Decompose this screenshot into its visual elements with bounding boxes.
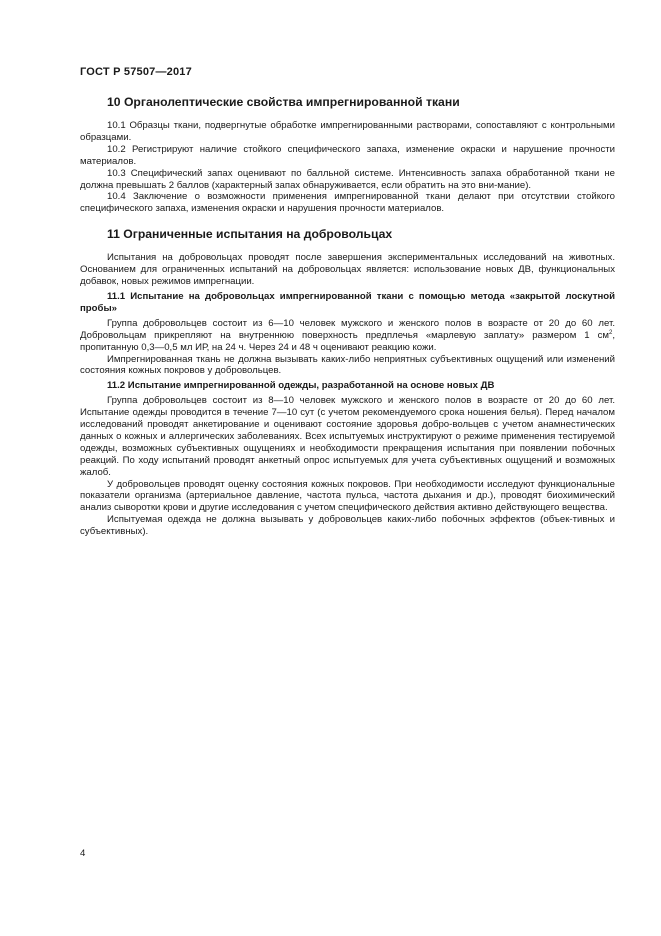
paragraph-10-4: 10.4 Заключение о возможности применения импрегнированной ткани делают при отсутствии стойкого специфического запаха, изменения окраски и нарушения прочности материалов. xyxy=(80,191,615,215)
paragraph-11-2-2: У добровольцев проводят оценку состояния кожных покровов. При необходимости исследуют функциональные показатели организма (артериальное давление, частота пульса, частота дыхания и др.), проводят биохимический анализ сыворотки крови и другие исследования с учетом специфического действия активно действующего вещества. xyxy=(80,478,615,514)
subsection-11-1-title: 11.1 Испытание на добровольцах импрегнированной ткани с помощью метода «закрытой лоскутной пробы» xyxy=(80,290,615,314)
paragraph-11-1-1-text-b: , пропитанную 0,3—0,5 мл ИР, на 24 ч. Через 24 и 48 ч оценивают реакцию кожи. xyxy=(80,329,615,353)
paragraph-11-2-1: Группа добровольцев состоит из 8—10 человек мужского и женского полов в возрасте от 20 до 60 лет. Испытание одежды проводится в течение 7—10 сут (с учетом рекомендуемого срока ношения белья). Перед началом исследований проводят анкетирование и оценивают состояние здоровья добро-вольцев с учетом анамнестических данных о кожных и аллергических заболеваниях. Всех испытуемых инструктируют о режиме применения тестируемой одежды, возможных субъективных ощущениях и необходимости прекращения испытания при появлении побочных реакций. По ходу испытаний проводят анкетный опрос испытуемых для учета субъективных ощущений и возможных жалоб. xyxy=(80,395,615,478)
superscript: 2 xyxy=(608,329,613,336)
section-10-title: 10 Органолептические свойства импрегнированной ткани xyxy=(107,95,460,109)
document-body xyxy=(80,95,615,538)
paragraph-11-2-3: Испытуемая одежда не должна вызывать у добровольцев каких-либо побочных эффектов (объек-тивных и субъективных). xyxy=(80,514,615,538)
paragraph-11-1-1 xyxy=(80,318,615,354)
section-11-title: 11 Ограниченные испытания на добровольцах xyxy=(107,227,393,242)
paragraph-11-1-2: Импрегнированная ткань не должна вызывать каких-либо неприятных субъективных ощущений или изменений состояния кожных покровов у добровольцев. xyxy=(80,353,615,377)
paragraph-11-1-1-text-a: Группа добровольцев состоит из 6—10 человек мужского и женского полов в возрасте от 20 до 60 лет. Добровольцам прикрепляют на внутреннюю поверхность предплечья «марлевую заплату» размером 1 см xyxy=(80,317,615,341)
subsection-11-2-title: 11.2 Испытание импрегнированной одежды, разработанной на основе новых ДВ xyxy=(107,380,495,392)
paragraph-10-1: 10.1 Образцы ткани, подвергнутые обработке импрегнированными растворами, сопоставляют с контрольными образцами. xyxy=(80,120,615,143)
document-header: ГОСТ Р 57507—2017 xyxy=(80,66,192,78)
paragraph-11-intro: Испытания на добровольцах проводят после завершения экспериментальных исследований на животных. Основанием для ограниченных испытаний на добровольцах является: использование новых ДВ, функциональных добавок, новых режимов импрегнации. xyxy=(80,252,615,288)
page-number: 4 xyxy=(80,848,86,859)
paragraph-10-2: 10.2 Регистрируют наличие стойкого специфического запаха, изменение окраски и нарушение прочности материалов. xyxy=(80,143,615,167)
paragraph-10-3: 10.3 Специфический запах оценивают по балльной системе. Интенсивность запаха обработанной ткани не должна превышать 2 баллов (характерный запах обнаруживается, если обратить на это вни-мание). xyxy=(80,167,615,191)
